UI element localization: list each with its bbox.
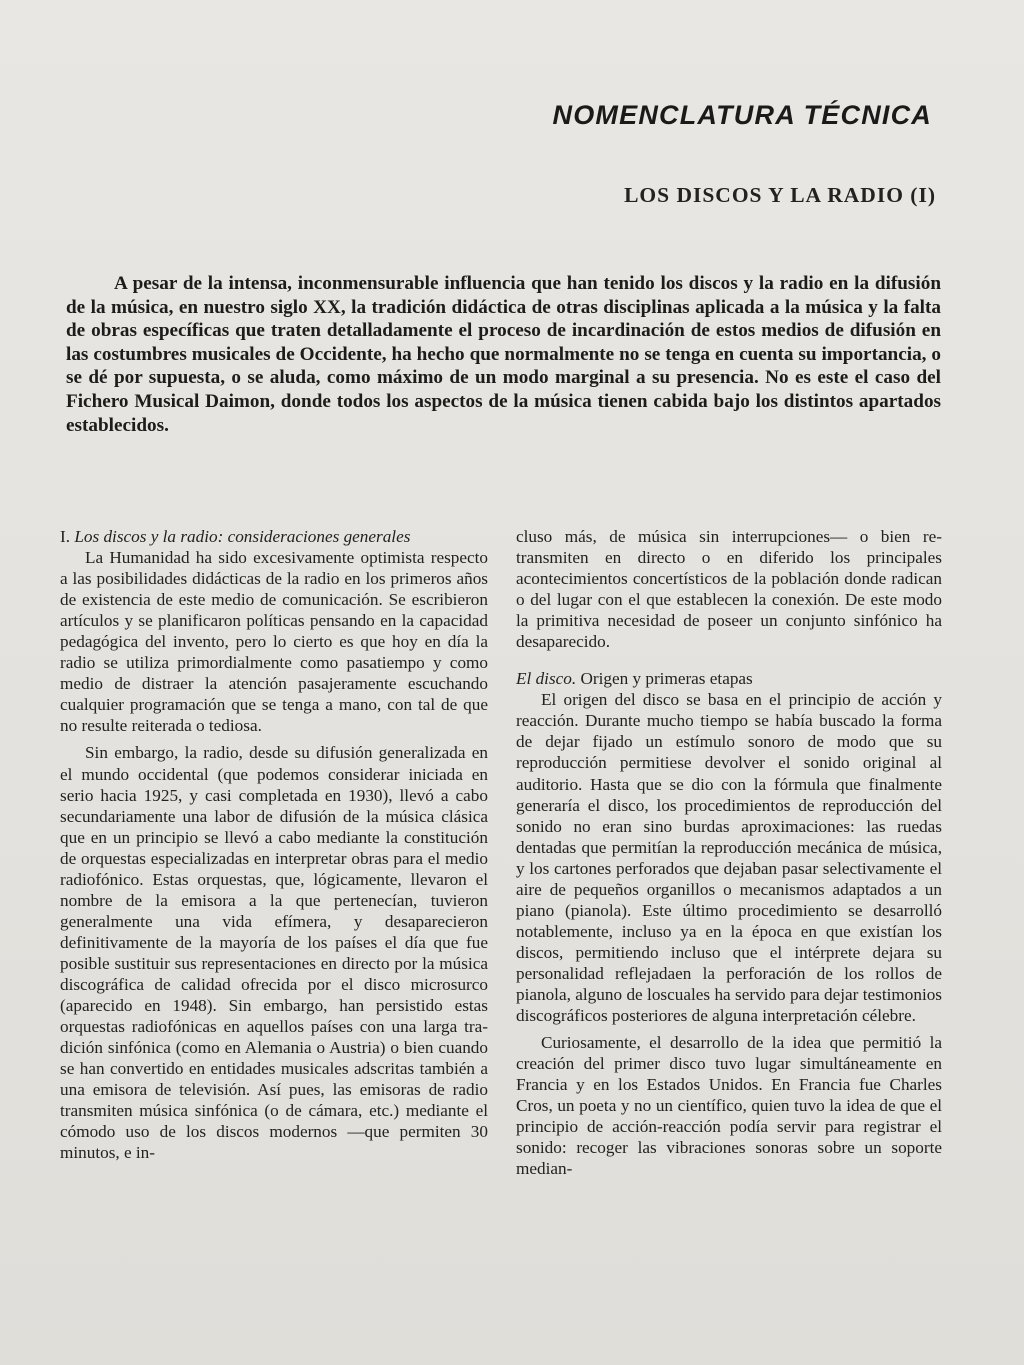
left-column (60, 526, 488, 1169)
right-column (516, 526, 942, 1185)
paragraph: La Humanidad ha sido excesivamente optimista respecto a las posibilidades didácticas de la radio en los primeros años de existencia de este medio de comunicación. Se escribieron artículos y se planificaron políticas pensando en la capacidad pedagógica del invento, pero lo cierto es que hoy en día la radio se utiliza primordialmente como pasatiempo y como medio de distraer la atención pasajeramente escuchando cualquier programación que se tenga a mano, con tal de que no resulte reiterada o tediosa. (60, 548, 488, 736)
page-title: NOMENCLATURA TÉCNICA (552, 100, 932, 130)
page-subtitle: LOS DISCOS Y LA RADIO (I) (624, 183, 936, 207)
subsection-title-rest: Origen y primeras etapas (580, 669, 753, 689)
paragraph: Sin embargo, la radio, desde su difusión generalizada en el mundo occidental (que podemos considerar iniciada en serio hacia 1925, y casi completada en 1930), llevó a cabo secundariamente una labor de difusión de la música clásica que en un principio se llevó a cabo mediante la constitución de orquestas especializadas en interpretar obras para el medio radiofónico. Estas orquestas, que, lógicamente, llevaron el nombre de la emisora a la que pertenecían, tuvieron generalmente una vida efímera, y desaparecieron definitivamente de la mayoría de los países el día que fue posible sustituir sus representaciones en directo por la música discográfica de calidad ofrecida por el disco microsurco (aparecido en 1948). Sin embargo, han persistido estas orquestas radiofónicas en aquellos países con una larga tradición sinfónica (como en Alemania o Austria) o bien cuando se han convertido en entidades musicales adscritas también a una emisora de televisión. Así pues, las emisoras de radio transmiten música sinfónica (o de cámara, etc.) mediante el cómodo uso de los discos modernos —que permiten 30 minutos, e in- (60, 743, 488, 1163)
section-number: I. (60, 527, 71, 546)
paragraph: Curiosamente, el desarrollo de la idea que permitió la creación del primer disco tuvo lugar simultáneamente en Francia y en los Estados Unidos. En Francia fue Charles Cros, un poeta y no un científico, quien tuvo la idea de que el principio de acción-reacción podía servir para registrar el sonido: recoger las vibraciones sonoras sobre un soporte median- (516, 1033, 942, 1179)
section-title: Los discos y la radio: consideraciones generales (74, 527, 411, 546)
paragraph: El origen del disco se basa en el principio de acción y reacción. Durante mucho tiempo se había buscado la forma de dejar fijado un estímulo sonoro de modo que su reproducción permitiese devolver el sonido original al auditorio. Hasta que se dio con la fórmula que finalmente generaría el disco, los procedimientos de reproducción del sonido no eran sino burdas aproximaciones: las ruedas dentadas que permitían la reproducción mecánica de música, y los cartones perforados que dejaban pasar selectivamente el aire de pequeños organillos o mecanismos adaptados a un piano (pianola). Este último procedimiento se desarrolló notablemente, incluso ya en la época en que existían los discos, permitiendo incluso que el intérprete dejara su personalidad reflejadaen la perforación de los rollos de pianola, alguno de loscuales ha servido para dejar testimonios discográficos posteriores de alguna interpretación célebre. (516, 690, 942, 1026)
intro-paragraph: A pesar de la intensa, inconmensurable influencia que han tenido los discos y la radio en la difusión de la música, en nuestro siglo XX, la tradición didáctica de otras disciplinas aplicada a la música y la falta de obras específicas que traten detalladamente el proceso de incardinación de estos medios de difusión en las costumbres musicales de Occidente, ha hecho que normalmente no se tenga en cuenta su importancia, o se dé por supuesta, o se aluda, como máximo de un modo marginal a su presencia. No es este el caso del Fichero Musical Daimon, donde todos los aspectos de la música tienen cabida bajo los distintos apartados establecidos. (66, 273, 941, 436)
subsection-title-italic: El disco. (516, 669, 577, 689)
subsection-heading (516, 668, 942, 689)
section-heading (60, 526, 488, 547)
paragraph-continued: cluso más, de música sin interrupciones— o bien retransmiten en directo o en diferido los principales acontecimientos concertísticos de la población donde radican o del lugar con el que establecen la conexión. De este modo la primitiva necesidad de poseer un conjunto sinfónico ha desaparecido. (516, 527, 942, 652)
